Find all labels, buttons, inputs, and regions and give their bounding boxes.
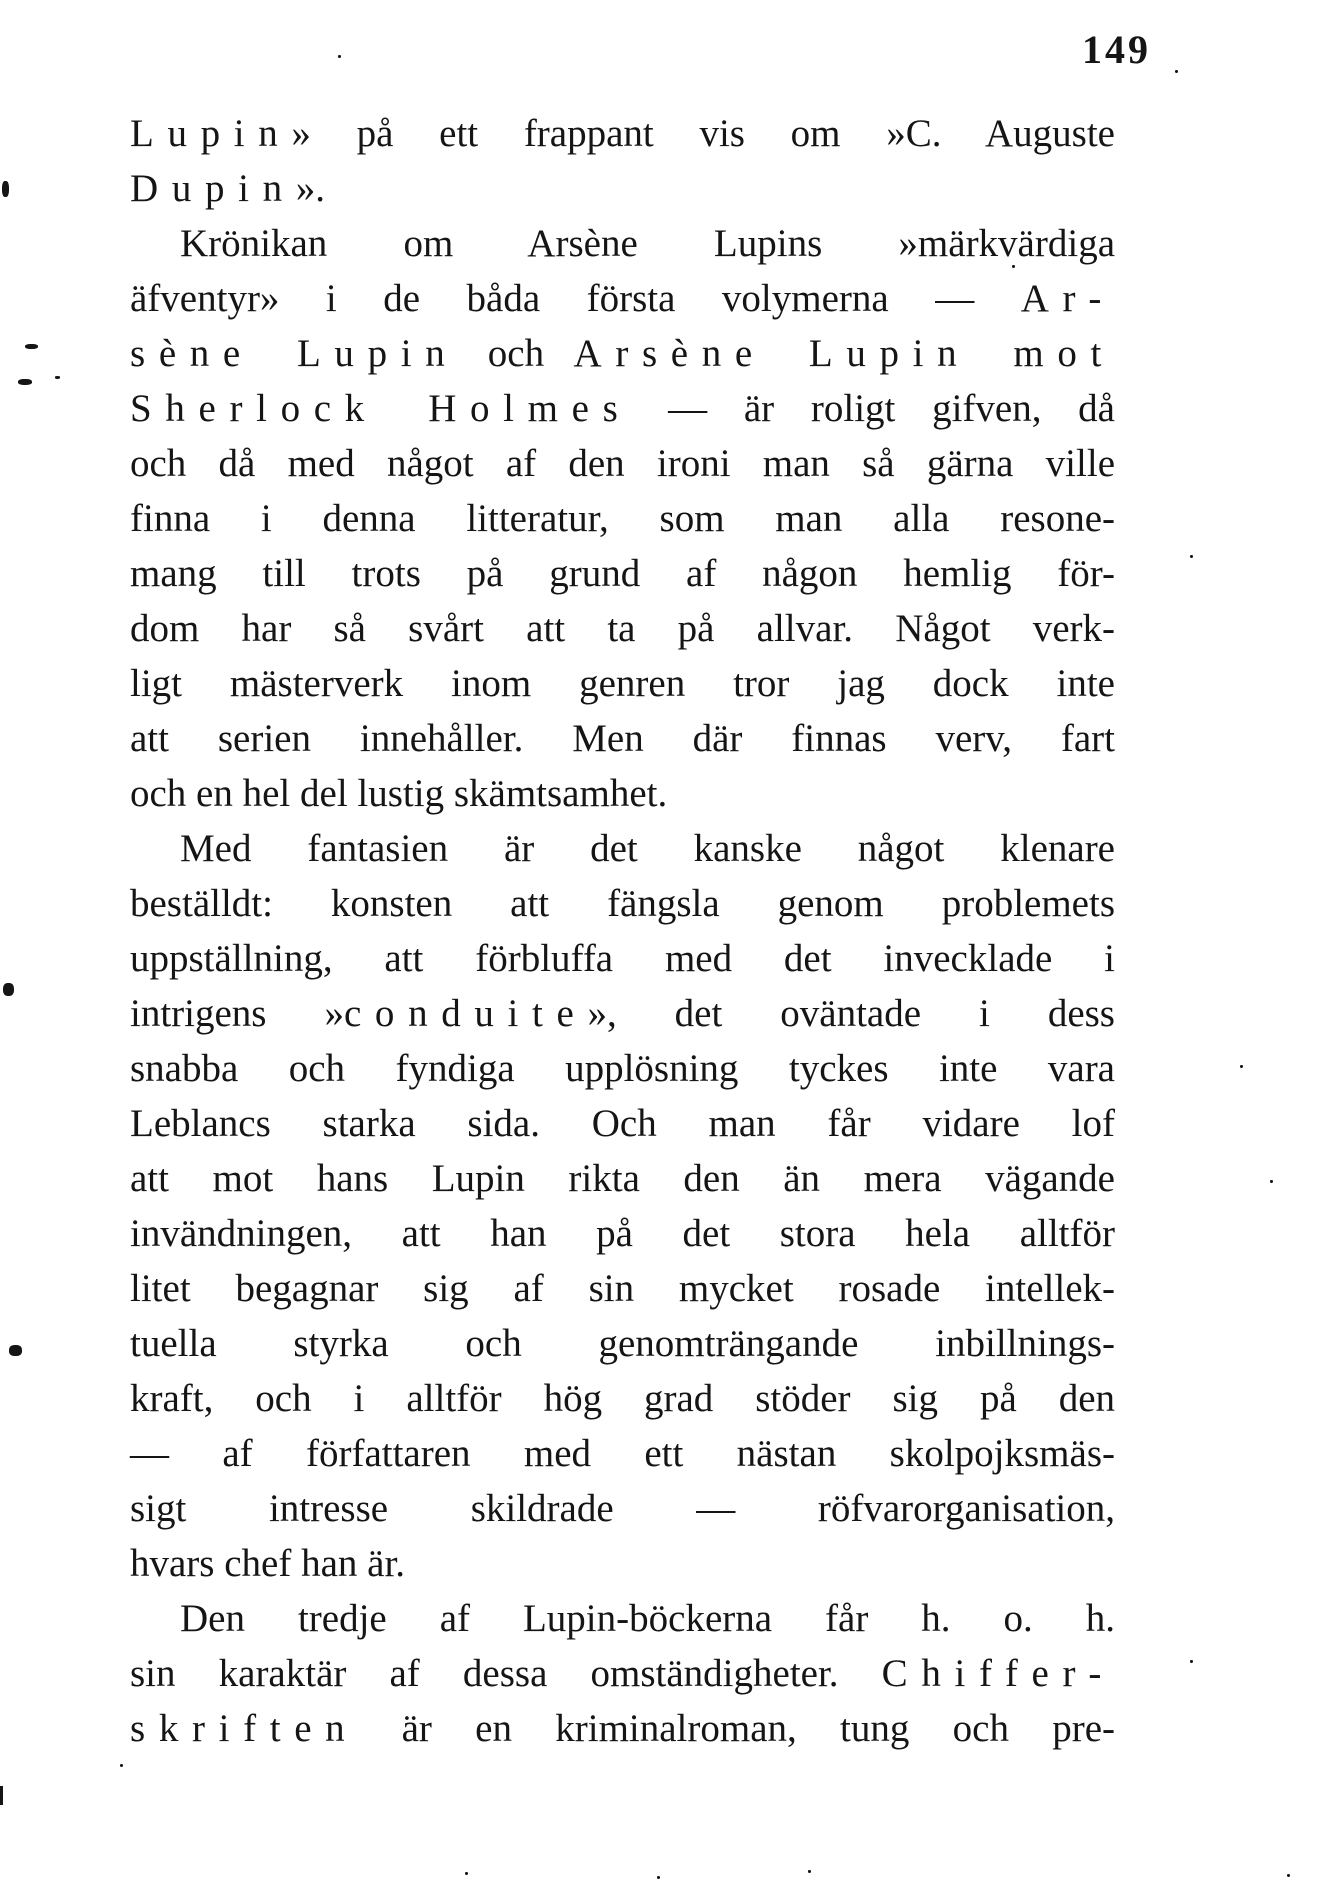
letterspaced-emphasis: conduite xyxy=(343,992,588,1035)
letterspaced-emphasis: Ar- xyxy=(1020,277,1115,320)
text-segment: att mot hans Lupin rikta den än mera vägande xyxy=(130,1157,1115,1200)
scan-speck xyxy=(1287,1874,1290,1877)
scan-speck xyxy=(808,1870,811,1873)
text-segment: — af författaren med ett nästan skolpojksmäs- xyxy=(130,1432,1115,1475)
scan-speck xyxy=(1240,1065,1243,1068)
text-line xyxy=(130,931,1115,986)
text-segment: och då med något af den ironi man så gärna ville xyxy=(130,442,1115,485)
text-line xyxy=(130,1096,1115,1151)
scan-speck xyxy=(18,379,32,385)
scan-speck xyxy=(1012,265,1015,268)
text-line xyxy=(130,436,1115,491)
scan-speck xyxy=(3,983,14,996)
scan-speck xyxy=(465,1872,468,1875)
text-segment: att serien innehåller. Men där finnas verv, fart xyxy=(130,717,1115,760)
text-segment: intrigens » xyxy=(130,992,344,1035)
text-segment: och xyxy=(458,332,574,375)
scan-speck xyxy=(1190,1660,1193,1663)
text-line xyxy=(130,1426,1115,1481)
scan-speck xyxy=(1270,1180,1273,1183)
text-line xyxy=(130,1316,1115,1371)
text-line xyxy=(130,546,1115,601)
text-line xyxy=(130,1591,1115,1646)
scan-speck xyxy=(2,181,9,197)
letterspaced-emphasis: Arsène Lupin mot xyxy=(573,332,1115,375)
text-segment: » på ett frappant vis om »C. Auguste xyxy=(291,112,1115,155)
text-segment: Den tredje af Lupin-böckerna får h. o. h. xyxy=(180,1597,1115,1640)
text-segment: ». xyxy=(295,167,325,210)
text-segment: Krönikan om Arsène Lupins »märkvärdiga xyxy=(180,222,1115,265)
scan-speck xyxy=(657,1876,660,1879)
text-line xyxy=(130,1151,1115,1206)
text-line xyxy=(130,1041,1115,1096)
text-line xyxy=(130,491,1115,546)
text-segment: », det oväntade i dess xyxy=(587,992,1115,1035)
text-line xyxy=(130,1701,1115,1756)
letterspaced-emphasis: Dupin xyxy=(130,167,296,210)
letterspaced-emphasis: Sherlock Holmes xyxy=(130,387,632,430)
text-line xyxy=(130,766,1115,821)
text-line xyxy=(130,161,1115,216)
text-segment: kraft, och i alltför hög grad stöder sig på den xyxy=(130,1377,1115,1420)
text-segment: tuella styrka och genomträngande inbillnings- xyxy=(130,1322,1115,1365)
text-segment: hvars chef han är. xyxy=(130,1542,406,1585)
text-segment: Leblancs starka sida. Och man får vidare lof xyxy=(130,1102,1115,1145)
text-line xyxy=(130,106,1115,161)
text-line xyxy=(130,656,1115,711)
text-line xyxy=(130,821,1115,876)
text-segment: litet begagnar sig af sin mycket rosade intellek- xyxy=(130,1267,1115,1310)
text-line xyxy=(130,1481,1115,1536)
text-segment: snabba och fyndiga upplösning tyckes inte vara xyxy=(130,1047,1115,1090)
scan-speck xyxy=(0,1786,3,1805)
letterspaced-emphasis: skriften xyxy=(130,1707,359,1750)
text-segment: ligt mästerverk inom genren tror jag dock inte xyxy=(130,662,1115,705)
scan-speck xyxy=(9,1345,22,1356)
text-line xyxy=(130,1646,1115,1701)
letterspaced-emphasis: Lupin xyxy=(130,112,292,155)
text-line xyxy=(130,326,1115,381)
text-line xyxy=(130,381,1115,436)
letterspaced-emphasis: sène Lupin xyxy=(130,332,459,375)
text-line xyxy=(130,986,1115,1041)
text-segment: är en kriminalroman, tung och pre- xyxy=(358,1707,1115,1750)
text-line xyxy=(130,876,1115,931)
text-segment: dom har så svårt att ta på allvar. Något verk- xyxy=(130,607,1115,650)
text-segment: äfventyr» i de båda första volymerna — xyxy=(130,277,1021,320)
text-block xyxy=(130,106,1115,1756)
text-segment: sin karaktär af dessa omständigheter. xyxy=(130,1652,882,1695)
page-number: 149 xyxy=(1082,27,1151,72)
scan-speck xyxy=(1190,555,1193,558)
letterspaced-emphasis: Chiffer- xyxy=(881,1652,1115,1695)
text-segment: sigt intresse skildrade — röfvarorganisation, xyxy=(130,1487,1115,1530)
scan-speck xyxy=(25,344,38,349)
text-segment: beställdt: konsten att fängsla genom problemets xyxy=(130,882,1115,925)
text-line xyxy=(130,1371,1115,1426)
text-segment: och en hel del lustig skämtsamhet. xyxy=(130,772,668,815)
scan-speck xyxy=(55,376,60,379)
text-segment: uppställning, att förbluffa med det invecklade i xyxy=(130,937,1115,980)
text-segment: mang till trots på grund af någon hemlig för- xyxy=(130,552,1115,595)
scan-speck xyxy=(338,55,341,58)
text-line xyxy=(130,271,1115,326)
text-segment: Med fantasien är det kanske något klenare xyxy=(180,827,1115,870)
scan-speck xyxy=(1175,70,1178,73)
text-line xyxy=(130,601,1115,656)
text-line xyxy=(130,1536,1115,1591)
text-segment: — är roligt gifven, då xyxy=(631,387,1115,430)
text-line xyxy=(130,216,1115,271)
text-line xyxy=(130,1261,1115,1316)
text-line xyxy=(130,711,1115,766)
text-segment: finna i denna litteratur, som man alla resone- xyxy=(130,497,1115,540)
text-segment: invändningen, att han på det stora hela alltför xyxy=(130,1212,1115,1255)
scan-speck xyxy=(120,1764,123,1767)
text-line xyxy=(130,1206,1115,1261)
